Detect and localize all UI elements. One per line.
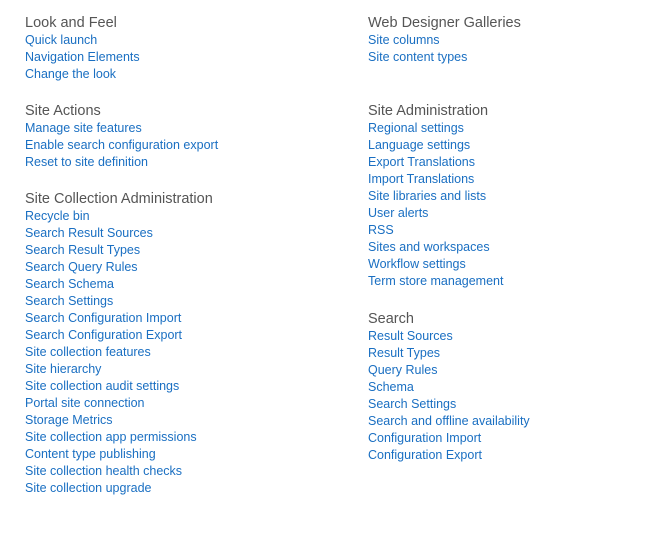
link-search-query-rules[interactable]: Search Query Rules [25,260,138,274]
link-site-content-types[interactable]: Site content types [368,50,468,64]
link-search-result-sources[interactable]: Search Result Sources [25,226,153,240]
section-web-designer-galleries [368,14,648,65]
list-item [25,65,345,82]
list-item [25,411,345,428]
list-item [368,170,648,187]
section-look-and-feel [25,14,345,82]
section-site-administration [368,102,648,289]
link-site-hierarchy[interactable]: Site hierarchy [25,362,102,376]
list-item [25,326,345,343]
list-item [368,187,648,204]
link-result-sources[interactable]: Result Sources [368,329,453,343]
link-storage-metrics[interactable]: Storage Metrics [25,413,113,427]
list-item [25,462,345,479]
list-item [25,479,345,496]
list-item [25,153,345,170]
section-title-search: Search [368,311,414,327]
link-site-collection-audit-settings[interactable]: Site collection audit settings [25,379,180,393]
section-title-site-collection-administration: Site Collection Administration [25,191,213,207]
list-item [368,238,648,255]
link-search-settings-site[interactable]: Search Settings [368,397,457,411]
link-recycle-bin[interactable]: Recycle bin [25,209,90,223]
link-import-translations[interactable]: Import Translations [368,172,475,186]
list-item [368,31,648,48]
link-search-configuration-import[interactable]: Search Configuration Import [25,311,182,325]
list-item [25,48,345,65]
list-item [25,31,345,48]
section-title-look-and-feel: Look and Feel [25,15,117,31]
list-item [368,119,648,136]
settings-column-right [368,14,648,463]
link-result-types[interactable]: Result Types [368,346,441,360]
list-item [25,360,345,377]
link-configuration-export[interactable]: Configuration Export [368,448,482,462]
link-schema[interactable]: Schema [368,380,414,394]
list-item [25,309,345,326]
section-title-web-designer-galleries: Web Designer Galleries [368,15,521,31]
link-query-rules[interactable]: Query Rules [368,363,438,377]
link-workflow-settings[interactable]: Workflow settings [368,257,466,271]
link-term-store-management[interactable]: Term store management [368,274,504,288]
section-search [368,310,648,463]
list-item [368,446,648,463]
section-title-site-actions: Site Actions [25,103,101,119]
list-item [25,224,345,241]
list-item [25,394,345,411]
link-export-translations[interactable]: Export Translations [368,155,475,169]
list-item [368,344,648,361]
link-list-search [368,327,648,463]
link-change-the-look[interactable]: Change the look [25,67,117,81]
link-list-site-collection-administration [25,207,345,496]
list-item [368,136,648,153]
list-item [368,327,648,344]
link-search-configuration-export[interactable]: Search Configuration Export [25,328,183,342]
list-item [368,361,648,378]
list-item [25,428,345,445]
list-item [368,48,648,65]
list-item [25,207,345,224]
list-item [25,292,345,309]
list-item [368,204,648,221]
list-item [25,241,345,258]
link-search-and-offline-availability[interactable]: Search and offline availability [368,414,530,428]
list-item [25,119,345,136]
link-portal-site-connection[interactable]: Portal site connection [25,396,145,410]
link-site-collection-upgrade[interactable]: Site collection upgrade [25,481,152,495]
list-item [368,255,648,272]
section-site-actions [25,102,345,170]
link-list-web-designer-galleries [368,31,648,65]
link-user-alerts[interactable]: User alerts [368,206,429,220]
link-search-schema[interactable]: Search Schema [25,277,114,291]
list-item [368,153,648,170]
link-quick-launch[interactable]: Quick launch [25,33,98,47]
link-site-columns[interactable]: Site columns [368,33,440,47]
link-rss[interactable]: RSS [368,223,394,237]
link-sites-and-workspaces[interactable]: Sites and workspaces [368,240,490,254]
section-site-collection-administration [25,190,345,496]
list-item [368,395,648,412]
list-item [25,377,345,394]
list-item [368,272,648,289]
link-site-libraries-and-lists[interactable]: Site libraries and lists [368,189,487,203]
link-manage-site-features[interactable]: Manage site features [25,121,142,135]
link-content-type-publishing[interactable]: Content type publishing [25,447,156,461]
list-item [25,445,345,462]
link-list-site-actions [25,119,345,170]
list-item [368,378,648,395]
list-item [368,221,648,238]
link-search-result-types[interactable]: Search Result Types [25,243,141,257]
list-item [25,275,345,292]
link-site-collection-health-checks[interactable]: Site collection health checks [25,464,183,478]
section-title-site-administration: Site Administration [368,103,489,119]
list-item [25,136,345,153]
link-list-look-and-feel [25,31,345,82]
link-site-collection-app-permissions[interactable]: Site collection app permissions [25,430,197,444]
settings-column-left [25,14,345,496]
link-navigation-elements[interactable]: Navigation Elements [25,50,140,64]
link-list-site-administration [368,119,648,289]
list-item [25,258,345,275]
link-search-settings[interactable]: Search Settings [25,294,114,308]
link-reset-to-site-definition[interactable]: Reset to site definition [25,155,148,169]
link-regional-settings[interactable]: Regional settings [368,121,464,135]
list-item [368,412,648,429]
list-item [368,429,648,446]
link-configuration-import[interactable]: Configuration Import [368,431,482,445]
link-language-settings[interactable]: Language settings [368,138,471,152]
list-item [25,343,345,360]
link-enable-search-configuration-export[interactable]: Enable search configuration export [25,138,219,152]
link-site-collection-features[interactable]: Site collection features [25,345,151,359]
